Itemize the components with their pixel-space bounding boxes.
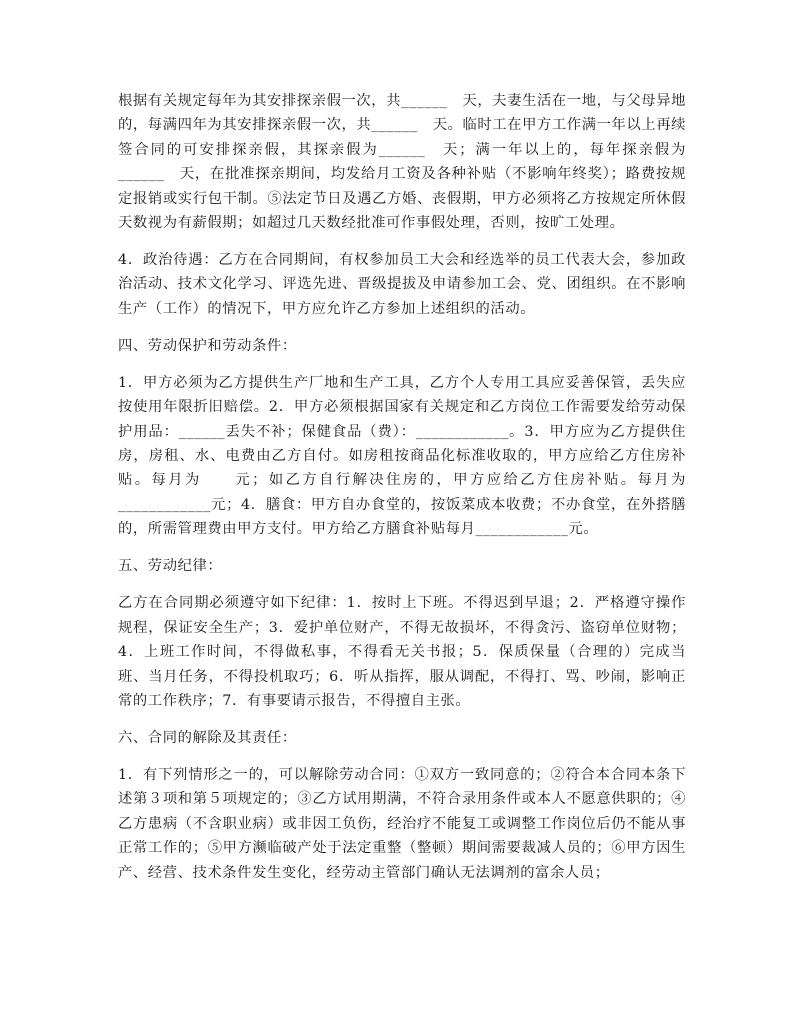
paragraph-labor-protection: 1．甲方必须为乙方提供生产厂地和生产工具，乙方个人专用工具应妥善保管，丢失应按使用年限折旧赔偿。2．甲方必须根据国家有关规定和乙方岗位工作需要发给劳动保护用品：______丢失不补；保健食品（费）：____________。3．甲方应为乙方提供住房，房租、水、电费由乙方自付。如房租按商品化标准收取的，甲方应给乙方住房补贴。每月为 元；如乙方自行解决住房的，甲方应给乙方住房补贴。每月为____________元；4．膳食：甲方自办食堂的，按饭菜成本收费；不办食堂，在外搭膳的，所需管理费由甲方支付。甲方给乙方膳食补贴每月____________元。: [118, 374, 686, 538]
contract-body: [118, 89, 686, 898]
paragraph-labor-discipline: 乙方在合同期必须遵守如下纪律：1．按时上下班。不得迟到早退；2．严格遵守操作规程，保证安全生产；3．爱护单位财产，不得无故损坏，不得贪污、盗窃单位财物；4．上班工作时间，不得做私事，不得看无关书报；5．保质保量（合理的）完成当班、当月任务，不得投机取巧；6．听从指挥，服从调配，不得打、骂、吵闹，影响正常的工作秩序；7．有事要请示报告，不得擅自主张。: [118, 595, 686, 709]
paragraph-contract-termination: 1．有下列情形之一的，可以解除劳动合同：①双方一致同意的；②符合本合同本条下述第３项和第５项规定的；③乙方试用期满，不符合录用条件或本人不愿意供职的；④乙方患病（不含职业病）或非因工负伤，经治疗不能复工或调整工作岗位后仍不能从事正常工作的；⑤甲方濒临破产处于法定重整（整顿）期间需要裁减人员的；⑥甲方因生产、经营、技术条件发生变化，经劳动主管部门确认无法调剂的富余人员；: [118, 766, 686, 881]
section-heading-labor-protection: 四、劳动保护和劳动条件：: [118, 337, 297, 354]
section-heading-contract-termination: 六、合同的解除及其责任：: [118, 729, 297, 746]
section-heading-labor-discipline: 五、劳动纪律：: [118, 558, 223, 575]
paragraph-political-rights: 4．政治待遇：乙方在合同期间，有权参加员工大会和经选举的员工代表大会，参加政治活动、技术文化学习、评选先进、晋级提拔及申请参加工会、党、团组织。在不影响生产（工作）的情况下，甲方应允许乙方参加上述组织的活动。: [118, 252, 686, 317]
paragraph-leave-policy: 根据有关规定每年为其安排探亲假一次，共______ 天，夫妻生活在一地，与父母异地的，每满四年为其安排探亲假一次，共______ 天。临时工在甲方工作满一年以上再续签合同的可安排探亲假，其探亲假为______ 天；满一年以上的，每年探亲假为______ 天，在批准探亲期间，均发给月工资及各种补贴（不影响年终奖）；路费按规定报销或实行包干制。⑤法定节日及遇乙方婚、丧假期，甲方必须将乙方按规定所休假天数视为有薪假期；如超过几天数经批准可作事假处理，否则，按旷工处理。: [118, 93, 686, 232]
